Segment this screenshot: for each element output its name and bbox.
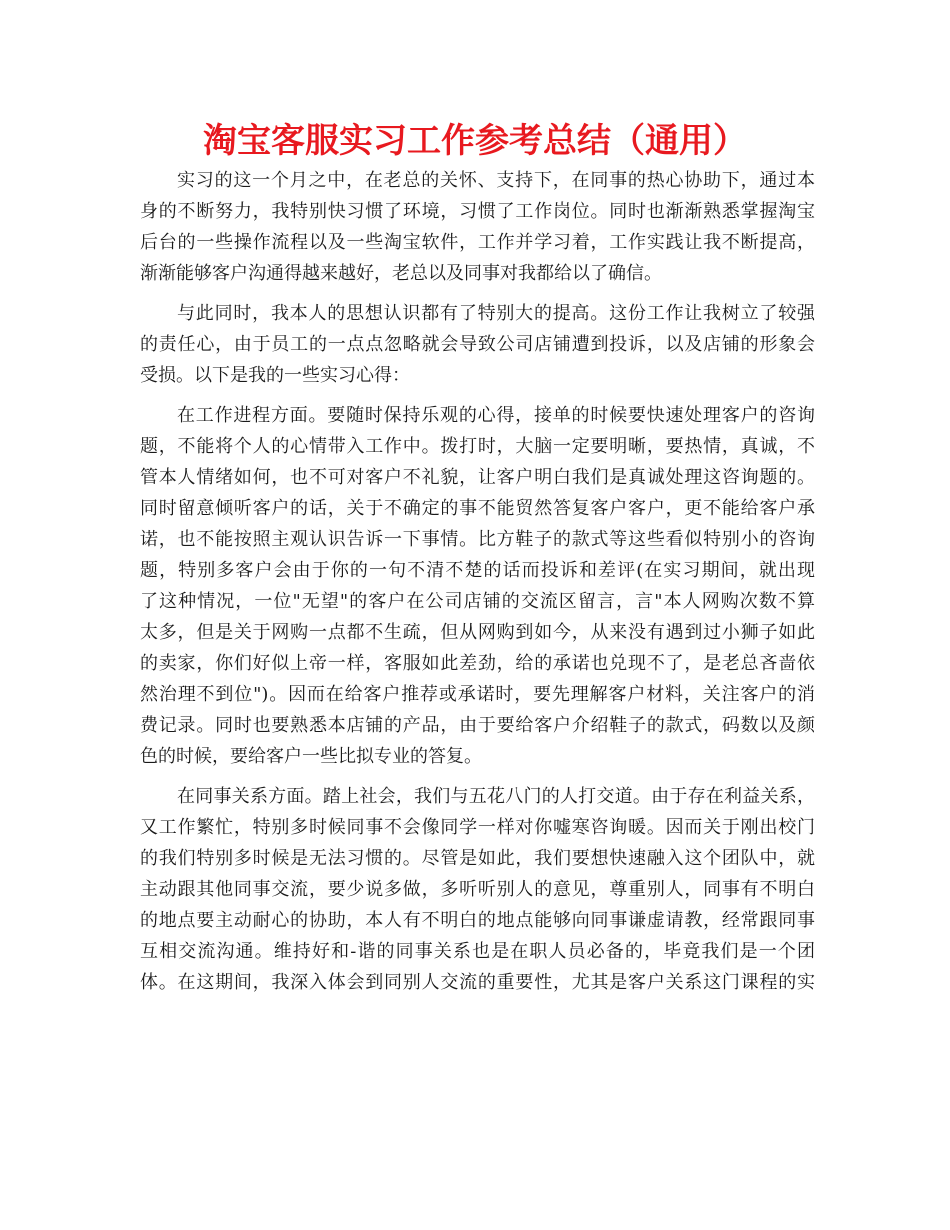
text-line: 同时留意倾听客户的话，关于不确定的事不能贸然答复客户客户，更不能给客户承 bbox=[140, 498, 815, 519]
text-line: 诺，也不能按照主观认识告诉一下事情。比方鞋子的款式等这些看似特别小的咨询 bbox=[140, 529, 815, 550]
paragraph-spacer bbox=[140, 289, 815, 298]
text-line: 体。在这期间，我深入体会到同别人交流的重要性，尤其是客户关系这门课程的实 bbox=[140, 972, 815, 993]
text-line: 的卖家，你们好似上帝一样，客服如此差劲，给的承诺也兑现不了，是老总吝啬依 bbox=[140, 653, 815, 674]
text-line: 受损。以下是我的一些实习心得： bbox=[140, 365, 410, 386]
text-line: 题，不能将个人的心情带入工作中。拨打时，大脑一定要明晰，要热情，真诚，不 bbox=[140, 436, 815, 457]
paragraph-spacer bbox=[140, 772, 815, 781]
text-line: 身的不断努力，我特别快习惯了环境，习惯了工作岗位。同时也渐渐熟悉掌握淘宝 bbox=[140, 201, 815, 222]
text-line: 太多，但是关于网购一点都不生疏，但从网购到如今，从来没有遇到过小狮子如此 bbox=[140, 622, 815, 643]
text-line: 题，特别多客户会由于你的一句不清不楚的话而投诉和差评(在实习期间，就出现 bbox=[140, 560, 815, 581]
text-line: 又工作繁忙，特别多时候同事不会像同学一样对你嘘寒咨询暖。因而关于刚出校门 bbox=[140, 817, 815, 838]
text-line: 管本人情绪如何，也不可对客户不礼貌，让客户明白我们是真诚处理这咨询题的。 bbox=[140, 467, 815, 488]
text-line: 主动跟其他同事交流，要少说多做，多听听别人的意见，尊重别人，同事有不明白 bbox=[140, 879, 815, 900]
paragraph bbox=[140, 298, 815, 391]
document-body bbox=[140, 165, 815, 998]
paragraph bbox=[140, 781, 815, 998]
text-line: 费记录。同时也要熟悉本店铺的产品，由于要给客户介绍鞋子的款式，码数以及颜 bbox=[140, 715, 815, 736]
paragraph-spacer bbox=[140, 391, 815, 400]
text-line: 的我们特别多时候是无法习惯的。尽管是如此，我们要想快速融入这个团队中，就 bbox=[140, 848, 815, 869]
text-line: 在工作进程方面。要随时保持乐观的心得，接单的时候要快速处理客户的咨询 bbox=[177, 405, 815, 426]
paragraph bbox=[140, 400, 815, 772]
text-line: 然治理不到位")。因而在给客户推荐或承诺时，要先理解客户材料，关注客户的消 bbox=[140, 684, 815, 705]
text-line: 的地点要主动耐心的协助，本人有不明白的地点能够向同事谦虚请教，经常跟同事 bbox=[140, 910, 815, 931]
text-line: 实习的这一个月之中，在老总的关怀、支持下，在同事的热心协助下，通过本 bbox=[177, 170, 815, 191]
text-line: 与此同时，我本人的思想认识都有了特别大的提高。这份工作让我树立了较强 bbox=[177, 303, 815, 324]
text-line: 了这种情况，一位"无望"的客户在公司店铺的交流区留言，言"本人网购次数不算 bbox=[140, 591, 815, 612]
text-line: 后台的一些操作流程以及一些淘宝软件，工作并学习着，工作实践让我不断提高， bbox=[140, 232, 815, 253]
document-title: 淘宝客服实习工作参考总结（通用） bbox=[203, 121, 747, 161]
text-line: 互相交流沟通。维持好和-谐的同事关系也是在职人员必备的，毕竟我们是一个团 bbox=[140, 941, 815, 962]
text-line: 色的时候，要给客户一些比拟专业的答复。 bbox=[140, 746, 482, 767]
text-line: 渐渐能够客户沟通得越来越好，老总以及同事对我都给以了确信。 bbox=[140, 263, 662, 284]
text-line: 在同事关系方面。踏上社会，我们与五花八门的人打交道。由于存在利益关系， bbox=[177, 786, 815, 807]
paragraph bbox=[140, 165, 815, 289]
text-line: 的责任心，由于员工的一点点忽略就会导致公司店铺遭到投诉，以及店铺的形象会 bbox=[140, 334, 815, 355]
